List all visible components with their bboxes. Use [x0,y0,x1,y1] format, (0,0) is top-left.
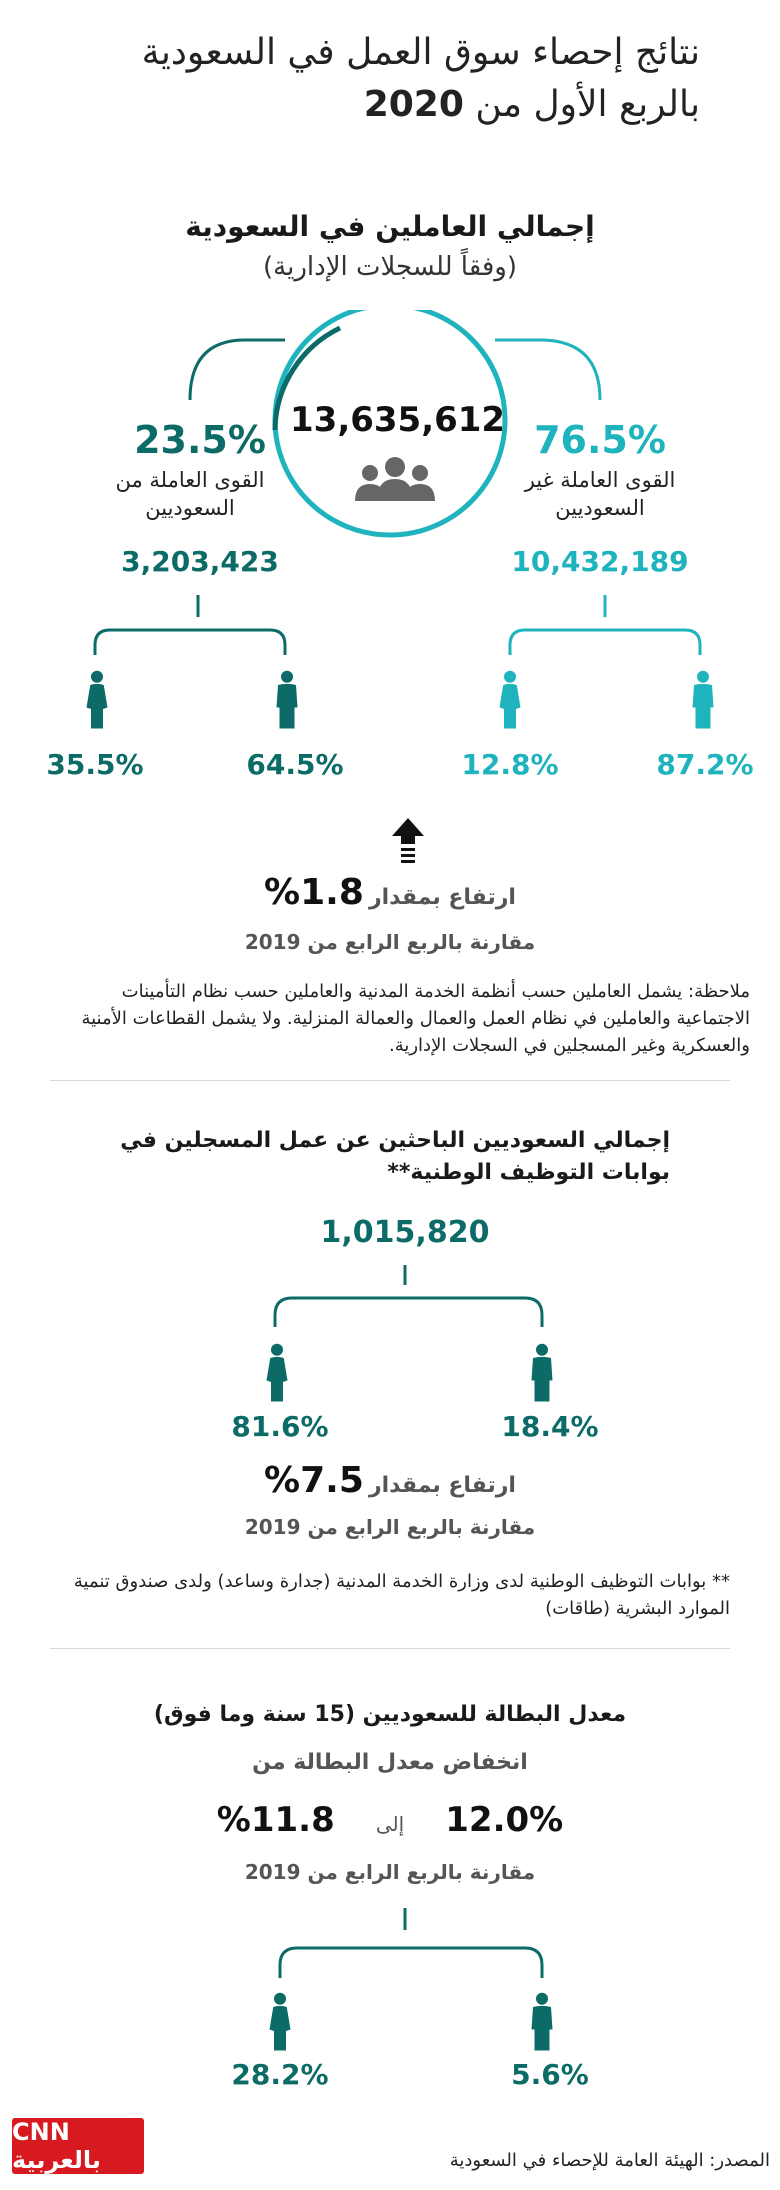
section3-female-pct: 28.2% [231,2058,329,2091]
saudi-male-icon [277,671,298,729]
saudi-label: القوى العاملة من السعوديين [115,468,265,520]
divider-1 [50,1080,730,1081]
source-credit: المصدر: الهيئة العامة للإحصاء في السعودية [449,2150,770,2171]
title-line2: بالربع الأول من [475,84,700,125]
saudi-connector [190,340,285,400]
section2-split-bracket [275,1298,542,1327]
unemployment-from: 12.0% [445,1800,564,1840]
nonsaudi-male-icon [693,671,714,729]
section3-comparison: مقارنة بالربع الرابع من 2019 [244,1860,536,1884]
page-title: نتائج إحصاء سوق العمل في السعودية [141,32,700,73]
unemployment-to-word: إلى [375,1812,405,1836]
section2-male-icon [532,1344,553,1402]
section2-change-label: ارتفاع بمقدار [368,1473,516,1498]
saudi-split-bracket [95,630,285,655]
section2-note: ** بوابات التوظيف الوطنية لدى وزارة الخدمة المدنية (جدارة وساعد) ولدى صندوق تنمية الموارد البشرية (طاقات) [73,1571,730,1619]
section1-comparison: مقارنة بالربع الرابع من 2019 [244,930,536,954]
divider-2 [50,1648,730,1649]
title-year: 2020 [363,84,464,125]
section1-subtitle: (وفقاً للسجلات الإدارية) [263,252,517,282]
saudi-female-pct: 35.5% [46,748,144,781]
nonsaudi-connector [495,340,600,400]
total-workers: 13,635,612 [290,400,506,440]
page-subtitle [40,80,700,130]
saudi-count: 3,203,423 [121,545,279,578]
nonsaudi-split-bracket [510,630,700,655]
nonsaudi-label: القوى العاملة غير السعوديين [524,468,676,520]
saudi-female-icon [87,671,108,729]
section2-comparison: مقارنة بالربع الرابع من 2019 [244,1515,536,1539]
section1-change-value: 1.8% [264,872,364,913]
section3-gender-tree [0,1908,780,2068]
saudi-share-pct: 23.5% [134,418,266,462]
nonsaudi-count: 10,432,189 [511,545,689,578]
section2-change [200,1460,580,1501]
section3-title: معدل البطالة للسعوديين (15 سنة وما فوق) [153,1702,627,1727]
section3-female-icon [270,1993,291,2051]
saudi-male-pct: 64.5% [246,748,344,781]
unemployment-change [180,1800,600,1840]
section3-decrease-label: انخفاض معدل البطالة من [252,1750,528,1775]
section2-change-value: 7.5% [264,1460,364,1501]
group-icon [350,455,440,503]
section1-change-label: ارتفاع بمقدار [368,885,516,910]
section3-male-pct: 5.6% [511,2058,589,2091]
section1-change [200,872,580,913]
section2-gender-tree [0,1265,780,1425]
up-arrow-icon [390,818,426,868]
nonsaudi-share-pct: 76.5% [534,418,666,462]
section2-female-icon [267,1344,288,1402]
nonsaudi-female-icon [500,671,521,729]
section2-title: إجمالي السعوديين الباحثين عن عمل المسجلين في بوابات التوظيف الوطنية** [120,1128,670,1185]
section1-title: إجمالي العاملين في السعودية [185,210,595,243]
section2-total: 1,015,820 [320,1215,490,1250]
section2-male-pct: 18.4% [501,1410,599,1443]
section2-female-pct: 81.6% [231,1410,329,1443]
nonsaudi-female-pct: 12.8% [461,748,559,781]
cnn-arabic-logo: CNN بالعربية [12,2118,144,2174]
section3-split-bracket [280,1948,542,1978]
unemployment-to: 11.8% [216,1800,335,1840]
section1-note: ملاحظة: يشمل العاملين حسب أنظمة الخدمة المدنية والعاملين حسب نظام التأمينات الاجتماعية والعاملين في نظام العمل والعمال والعمالة المنزلية. ولا يشمل القطاعات الأمنية والعسكرية وغير المسجلين في السجلات الإدارية. [81,981,750,1056]
section3-male-icon [532,1993,553,2051]
nonsaudi-male-pct: 87.2% [656,748,754,781]
